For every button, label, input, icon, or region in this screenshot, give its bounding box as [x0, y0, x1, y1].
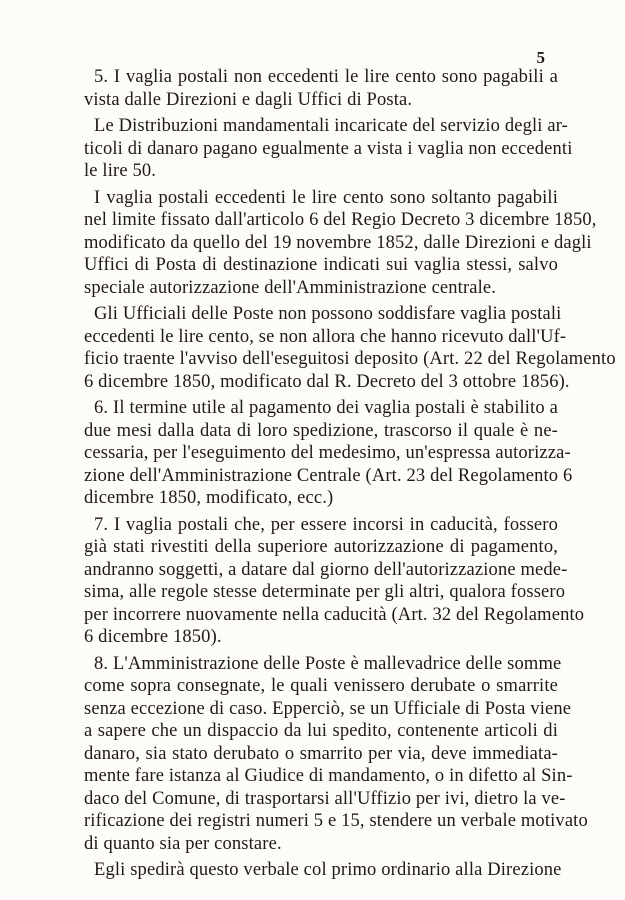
text-line: a sapere che un dispaccio da lui spedito, contenente articoli di	[84, 721, 558, 741]
text-line: di quanto sia per constare.	[84, 833, 282, 854]
paragraph-p7	[84, 653, 588, 856]
paragraph-p1	[84, 66, 558, 111]
text-line: eccedenti le lire cento, se non allora che hanno ricevuto dall'Uf-	[84, 326, 567, 347]
text-line: 6 dicembre 1850).	[84, 627, 222, 647]
text-line: nel limite fissato dall'articolo 6 del Regio Decreto 3 dicembre 1850,	[84, 210, 597, 230]
text-line: 8. L'Amministrazione delle Poste è mallevadrice delle somme	[94, 653, 562, 674]
text-line: cessaria, per l'eseguimento del medesimo, un'espressa autorizza-	[84, 443, 571, 463]
text-line: danaro, sia stato derubato o smarrito per via, deve immediata-	[84, 743, 558, 764]
text-line: Gli Ufficiali delle Poste non possono soddisfare vaglia postali	[94, 304, 562, 324]
text-line: zione dell'Amministrazione Centrale (Art. 23 del Regolamento 6	[84, 465, 573, 486]
paragraph-p4	[84, 303, 616, 393]
text-line: Le Distribuzioni mandamentali incaricate del servizio degli ar-	[94, 116, 568, 136]
text-line: mente fare istanza al Giudice di mandamento, o in difetto al Sin-	[84, 766, 573, 786]
paragraph-p3	[84, 187, 597, 300]
text-line: ticoli di danaro pagano egualmente a vista i vaglia non eccedenti	[84, 138, 573, 159]
text-line: daco del Comune, di trasportarsi all'Uffizio per ivi, dietro la ve-	[84, 788, 566, 809]
text-line: rificazione dei registri numeri 5 e 15, stendere un verbale motivato	[84, 811, 588, 831]
text-line: andranno soggetti, a datare dal giorno dell'autorizzazione mede-	[84, 559, 568, 580]
paragraph-p5	[84, 397, 573, 510]
text-line: vista dalle Direzioni e dagli Uffici di Posta.	[84, 89, 413, 110]
text-line: già stati rivestiti della superiore autorizzazione di pagamento,	[84, 537, 558, 557]
text-line: 5. I vaglia postali non eccedenti le lire cento sono pagabili a	[94, 67, 558, 87]
page-number: 5	[536, 48, 545, 67]
text-line: Uffici di Posta di destinazione indicati sui vaglia stessi, salvo	[84, 255, 558, 275]
text-line: per incorrere nuovamente nella caducità (Art. 32 del Regolamento	[84, 604, 585, 625]
text-line: come sopra consegnate, le quali venissero derubate o smarrite	[84, 676, 558, 696]
text-line: due mesi dalla data di loro spedizione, trascorso il quale è ne-	[84, 420, 558, 441]
text-line: modificato da quello del 19 novembre 1852, dalle Direzioni e dagli	[84, 232, 592, 253]
text-line: speciale autorizzazione dell'Amministrazione centrale.	[84, 277, 497, 298]
text-line: le lire 50.	[84, 161, 157, 181]
paragraph-p6	[84, 514, 585, 649]
text-line: sima, alle regole stesse determinate per gli altri, qualora fossero	[84, 582, 566, 602]
paragraph-p8	[84, 859, 562, 882]
text-line: 6 dicembre 1850, modificato dal R. Decreto del 3 ottobre 1856).	[84, 371, 570, 392]
text-line: 7. I vaglia postali che, per essere incorsi in caducità, fossero	[94, 514, 558, 535]
text-line: ficio traente l'avviso dell'eseguitosi deposito (Art. 22 del Regolamento	[84, 349, 616, 369]
text-line: dicembre 1850, modificato, ecc.)	[84, 488, 334, 508]
text-line: senza eccezione di caso. Epperciò, se un Ufficiale di Posta viene	[84, 698, 572, 719]
text-line: Egli spedirà questo verbale col primo ordinario alla Direzione	[94, 860, 562, 880]
paragraph-p2	[84, 115, 573, 183]
body-text	[84, 66, 616, 882]
text-line: I vaglia postali eccedenti le lire cento sono soltanto pagabili	[94, 187, 558, 208]
text-line: 6. Il termine utile al pagamento dei vaglia postali è stabilito a	[94, 398, 558, 418]
